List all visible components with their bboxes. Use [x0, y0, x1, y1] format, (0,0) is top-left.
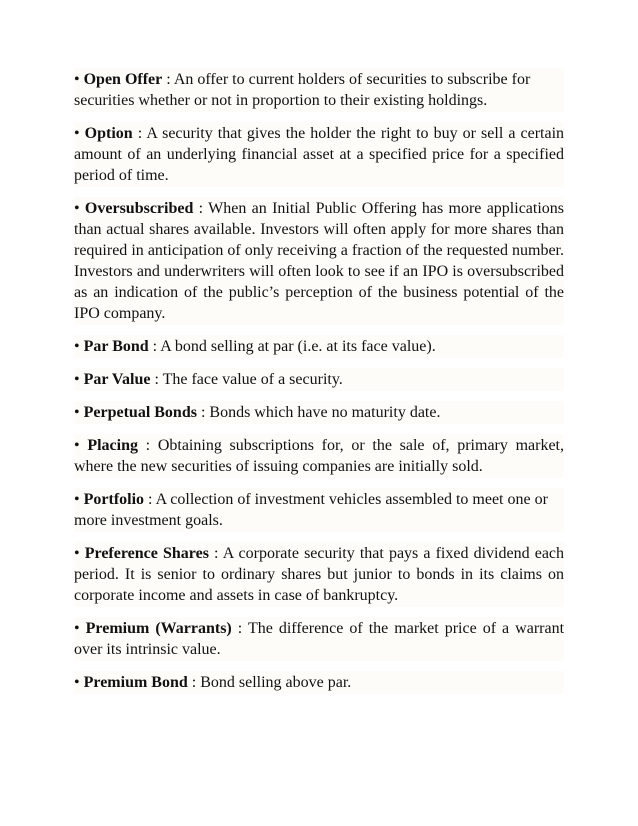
glossary-term: Perpetual Bonds — [83, 404, 197, 421]
glossary-entry-portfolio — [74, 488, 564, 532]
glossary-entry-placing — [74, 434, 564, 478]
glossary-definition: An offer to current holders of securities to subscribe for securities whether or not in proportion to their existing holdings. — [74, 71, 531, 109]
bullet: • — [74, 620, 80, 637]
bullet: • — [74, 71, 80, 88]
term-separator: : — [196, 404, 210, 421]
term-separator: : — [132, 125, 147, 142]
bullet: • — [74, 545, 80, 562]
bullet: • — [74, 338, 80, 355]
glossary-entry-par-bond — [74, 335, 564, 358]
glossary-definition: Obtaining subscriptions for, or the sale of, primary market, where the new securities of issuing companies are initially sold. — [74, 437, 564, 475]
glossary-term: Open Offer — [83, 71, 163, 88]
bullet: • — [74, 125, 80, 142]
glossary-definition: A collection of investment vehicles assembled to meet one or more investment goals. — [74, 491, 548, 529]
glossary-entry-premium-bond — [74, 671, 564, 694]
glossary-definition: Bonds which have no maturity date. — [209, 404, 441, 421]
glossary-entry-oversubscribed — [74, 197, 564, 325]
glossary-term: Option — [84, 125, 133, 142]
term-separator: : — [150, 371, 163, 388]
glossary-definition: A bond selling at par (i.e. at its face value). — [160, 338, 436, 355]
glossary-page — [74, 68, 564, 704]
glossary-term: Premium Bond — [83, 674, 188, 691]
bullet: • — [74, 674, 80, 691]
glossary-term: Par Bond — [83, 338, 149, 355]
term-separator: : — [148, 338, 161, 355]
glossary-term: Preference Shares — [84, 545, 209, 562]
glossary-definition: A corporate security that pays a fixed dividend each period. It is senior to ordinary shares but junior to bonds in its claims on corporate income and assets in case of bankruptcy. — [74, 545, 565, 604]
bullet: • — [74, 200, 80, 217]
glossary-entry-open-offer — [74, 68, 564, 112]
bullet: • — [74, 491, 80, 508]
glossary-term: Portfolio — [83, 491, 145, 508]
term-separator: : — [137, 437, 158, 454]
glossary-definition: Bond selling above par. — [200, 674, 352, 691]
term-separator: : — [187, 674, 201, 691]
term-separator: : — [193, 200, 209, 217]
bullet: • — [74, 371, 80, 388]
glossary-entry-option — [74, 122, 564, 187]
term-separator: : — [162, 71, 174, 88]
bullet: • — [74, 404, 80, 421]
glossary-entry-premium-warrants — [74, 617, 564, 661]
glossary-entry-preference-shares — [74, 542, 564, 607]
glossary-definition: When an Initial Public Offering has more applications than actual shares available. Investors will often apply for more shares than required in anticipation of only receiving a fraction of the requested number. Investors and underwriters will often look to see if an IPO is oversubscribed as an indication of the public’s perception of the business potential of the IPO company. — [74, 200, 565, 322]
glossary-definition: The difference of the market price of a warrant over its intrinsic value. — [74, 620, 565, 658]
glossary-term: Par Value — [83, 371, 151, 388]
glossary-entry-perpetual-bonds — [74, 401, 564, 424]
term-separator: : — [208, 545, 223, 562]
glossary-entry-par-value — [74, 368, 564, 391]
glossary-term: Premium (Warrants) — [85, 620, 232, 637]
term-separator: : — [231, 620, 248, 637]
term-separator: : — [144, 491, 156, 508]
glossary-term: Placing — [87, 437, 138, 454]
glossary-definition: The face value of a security. — [162, 371, 343, 388]
bullet: • — [74, 437, 80, 454]
glossary-definition: A security that gives the holder the right to buy or sell a certain amount of an underlying financial asset at a specified price for a specified period of time. — [74, 125, 565, 184]
glossary-term: Oversubscribed — [84, 200, 194, 217]
